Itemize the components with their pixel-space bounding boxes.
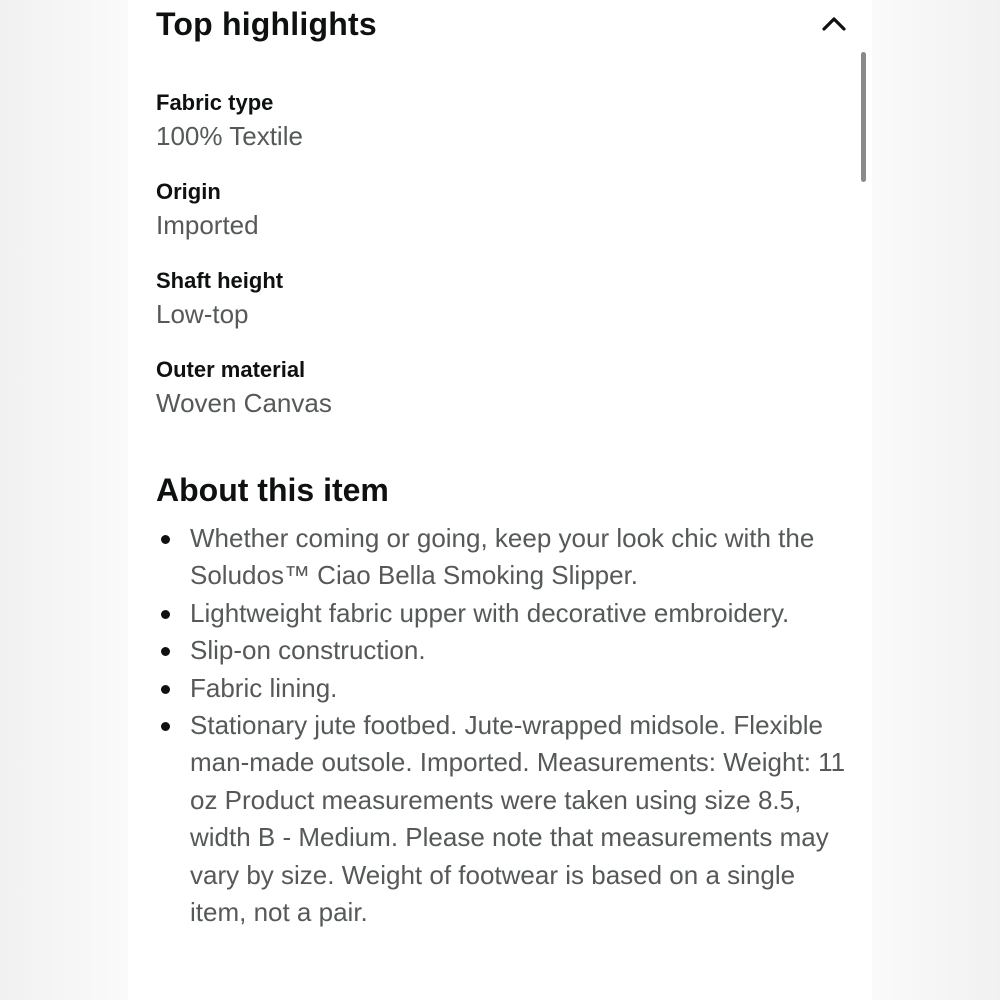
list-item-text: Whether coming or going, keep your look chic with the Soludos™ Ciao Bella Smoking Slipper. (190, 523, 815, 591)
bullet-icon (161, 685, 170, 694)
attribute-origin (156, 177, 816, 266)
product-details-panel (128, 0, 872, 1000)
attribute-label: Fabric type (156, 90, 274, 115)
list-item-text: Lightweight fabric upper with decorative embroidery. (190, 597, 790, 628)
list-item (156, 670, 856, 707)
top-highlights-title: Top highlights (156, 6, 377, 42)
about-this-item-list (156, 520, 856, 931)
attribute-shaft-height (156, 266, 816, 355)
bullet-icon (161, 535, 170, 544)
list-item (156, 632, 856, 669)
collapse-button[interactable] (816, 6, 852, 42)
bullet-icon (161, 610, 170, 619)
list-item (156, 595, 856, 632)
attribute-fabric-type (156, 88, 816, 177)
attribute-label: Outer material (156, 357, 306, 382)
list-item-text: Fabric lining. (190, 672, 338, 703)
top-highlights-header[interactable] (156, 2, 856, 48)
attribute-label: Origin (156, 179, 221, 204)
attribute-label: Shaft height (156, 268, 284, 293)
list-item (156, 520, 856, 595)
bullet-icon (161, 722, 170, 731)
scrollbar-thumb[interactable] (861, 52, 866, 182)
list-item (156, 707, 856, 931)
about-this-item-title: About this item (156, 472, 389, 508)
attribute-value: 100% Textile (156, 121, 303, 151)
list-item-text: Stationary jute footbed. Jute-wrapped midsole. Flexible man-made outsole. Imported. Measurements: Weight: 11 oz Product measurements were taken using size 8.5, width B - Medium. Please note that measurements may vary by size. Weight of footwear is based on a single item, not a pair. (190, 710, 846, 928)
chevron-up-icon (816, 6, 852, 42)
attribute-outer-material (156, 355, 816, 444)
attribute-value: Woven Canvas (156, 388, 332, 418)
attribute-value: Imported (156, 210, 259, 240)
highlights-list (156, 88, 816, 444)
list-item-text: Slip-on construction. (190, 635, 426, 666)
bullet-icon (161, 647, 170, 656)
attribute-value: Low-top (156, 299, 249, 329)
